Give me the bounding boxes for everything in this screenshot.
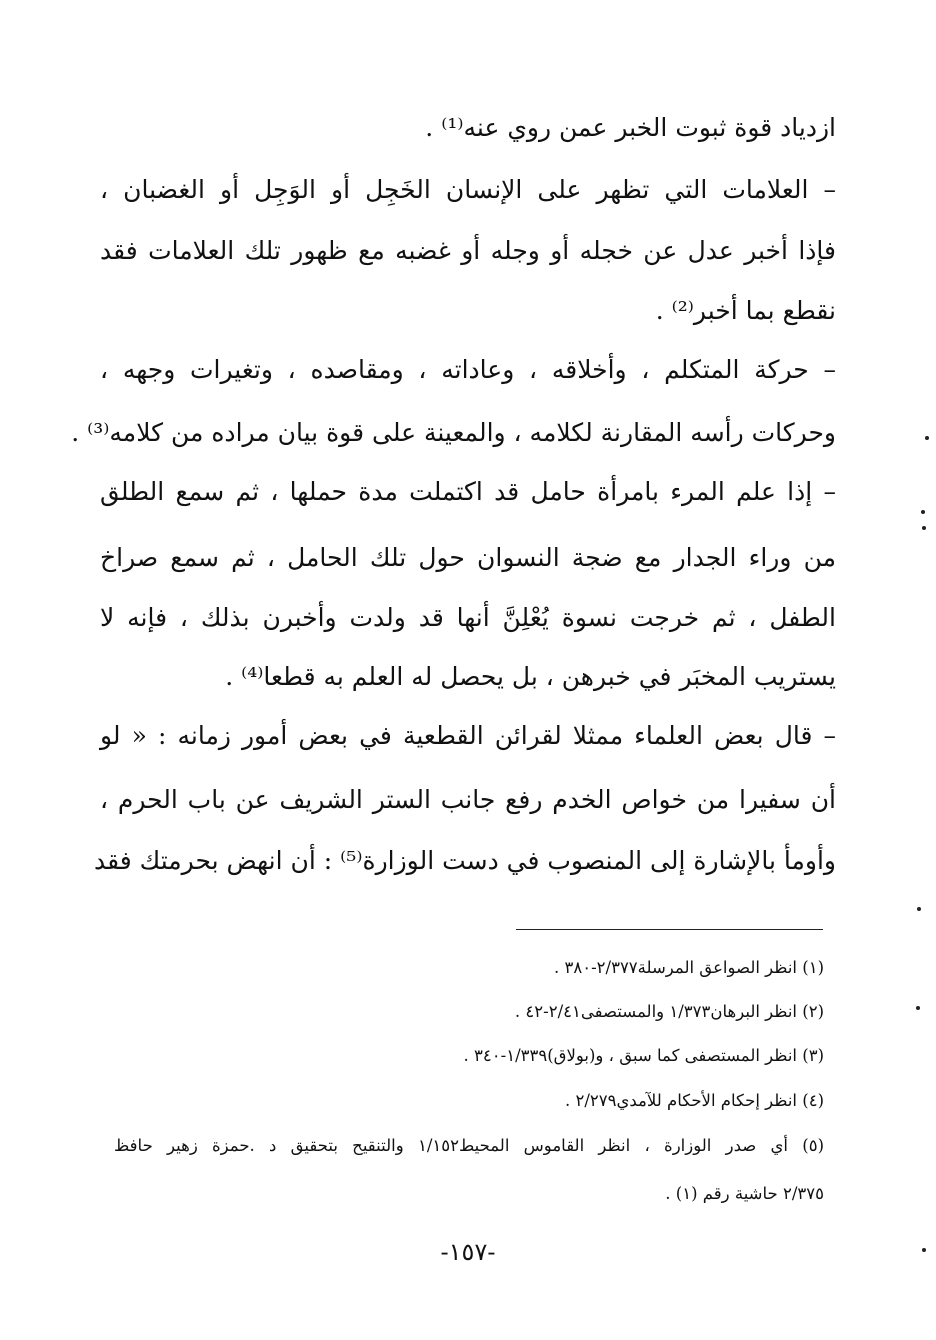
footnote-separator [516,929,823,930]
scan-speck [916,1006,920,1010]
scan-speck [921,510,925,514]
body-line-12: أن سفيرا من خواص الخدم رفع جانب الستر الشريف عن باب الحرم ، [100,785,836,814]
body-line-5: – حركة المتكلم ، وأخلاقه ، وعاداته ، ومقاصده ، وتغيرات وجهه ، [100,355,836,384]
scan-speck [917,907,921,911]
scan-speck [925,436,929,440]
footnote-3: (٣) انظر المستصفى كما سبق ، و(بولاق)١/٣٣٩-٣٤٠ . [463,1046,824,1065]
footnote-5: (٥) أي صدر الوزارة ، انظر القاموس المحيط١/١٥٢ والتنقيح بتحقيق د .حمزة زهير حافظ [114,1136,824,1155]
footnote-1: (١) انظر الصواعق المرسلة٢/٣٧٧-٣٨٠ . [553,958,824,977]
body-line-10: يستريب المخبَر في خبرهن ، بل يحصل له العلم به قطعا⁽⁴⁾ . [225,662,836,691]
body-line-13: وأومأ بالإشارة إلى المنصوب في دست الوزارة⁽⁵⁾ : أن انهض بحرمتك فقد [94,846,836,875]
body-line-1: ازدياد قوة ثبوت الخبر عمن روي عنه⁽¹⁾ . [425,113,836,142]
page-number: -١٥٧- [440,1238,496,1266]
footnote-2: (٢) انظر البرهان١/٣٧٣ والمستصفى٢/٤١-٤٢ . [514,1002,824,1021]
scan-speck [922,526,926,530]
footnote-5-continuation: ٢/٣٧٥ حاشية رقم (١) . [665,1184,824,1203]
body-line-4: نقطع بما أخبر⁽²⁾ . [655,296,836,325]
body-line-6: وحركات رأسه المقارنة لكلامه ، والمعينة على قوة بيان مراده من كلامه⁽³⁾ . [71,418,836,447]
body-line-8: من وراء الجدار مع ضجة النسوان حول تلك الحامل ، ثم سمع صراخ [100,543,836,572]
footnote-4: (٤) انظر إحكام الأحكام للآمدي٢/٢٧٩ . [564,1091,824,1110]
scan-speck [922,1248,926,1252]
body-line-11: – قال بعض العلماء ممثلا لقرائن القطعية في بعض أمور زمانه : « لو [100,721,836,750]
body-line-3: فإذا أخبر عدل عن خجله أو وجله أو غضبه مع ظهور تلك العلامات فقد [100,236,836,265]
body-line-9: الطفل ، ثم خرجت نسوة يُعْلِنَّ أنها قد ولدت وأخبرن بذلك ، فإنه لا [100,603,836,632]
body-line-7: – إذا علم المرء بامرأة حامل قد اكتملت مدة حملها ، ثم سمع الطلق [100,477,836,506]
body-line-2: – العلامات التي تظهر على الإنسان الخَجِل أو الوَجِل أو الغضبان ، [100,175,836,204]
